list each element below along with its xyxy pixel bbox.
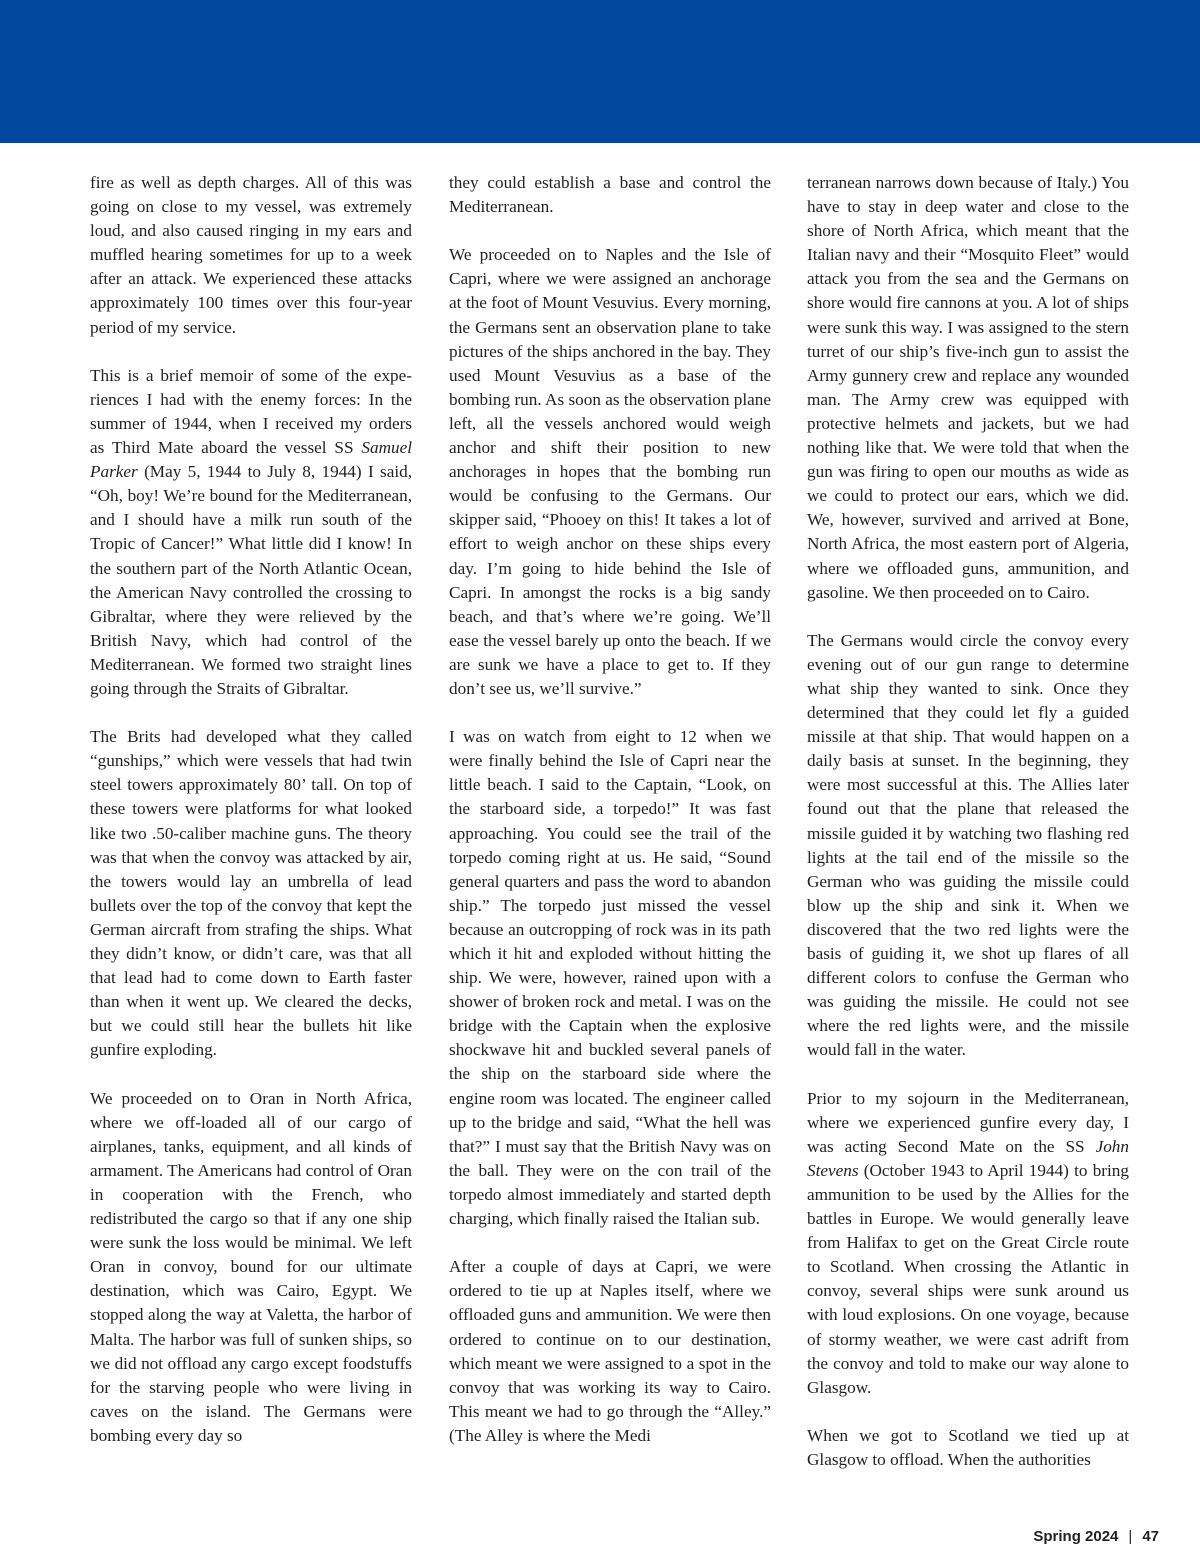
top-banner [0,0,1200,143]
paragraph: fire as well as depth charges. All of this was going on close to my vessel, was extremely loud, and also caused ringing in my ears and muffled hearing sometimes for up to a week after an attack. We experienced these attacks approximately 100 times over this four-year period of my service. [90,173,412,337]
paragraph: This is a brief memoir of some of the experiences I had with the enemy forces: In the summer of 1944, when I received my orders as Third Mate aboard the vessel SS Samuel Parker (May 5, 1944 to July 8, 1944) I said, “Oh, boy! We’re bound for the Mediterranean, and I should have a milk run south of the Tropic of Cancer!” What little did I know! In the southern part of the North Atlantic Ocean, the American Navy controlled the crossing to Gibraltar, where they were relieved by the British Navy, which had control of the Mediterranean. We formed two straight lines going through the Straits of Gibraltar. [90,365,412,698]
paragraph: Prior to my sojourn in the Mediterranean, where we experienced gunfire every day, I was acting Second Mate on the SS John Stevens (October 1943 to April 1944) to bring ammunition to be used by the Allies for the battles in Europe. We would generally leave from Halifax to get on the Great Circle route to Scotland. When crossing the Atlantic in convoy, several ships were sunk around us with loud explosions. On one voyage, because of stormy weather, we were cast adrift from the convoy and told to make our way alone to Glasgow. [807,1088,1129,1397]
article-column-2 [449,171,771,1472]
page-footer [1033,1528,1159,1545]
paragraph: We proceeded on to Oran in North Africa, where we off-loaded all of our cargo of airplanes, tanks, equipment, and all kinds of armament. The Americans had control of Oran in cooperation with the French, who redistributed the cargo so that if any one ship were sunk the loss would be minimal. We left Oran in convoy, bound for our ultimate destination, which was Cairo, Egypt. We stopped along the way at Valetta, the harbor of Malta. The harbor was full of sunken ships, so we did not offload any cargo except foodstuffs for the starving people who were living in caves on the island. The Germans were bombing every day so [90,1088,412,1445]
paragraph: After a couple of days at Capri, we were ordered to tie up at Naples itself, where we offloaded guns and ammunition. We were then ordered to continue on to our destination, which meant we were assigned to a spot in the convoy that was working its way to Cairo. This meant we had to go through the “Alley.” (The Alley is where the Medi [449,1257,771,1445]
page-number: 47 [1142,1528,1159,1545]
paragraph: The Germans would circle the convoy every evening out of our gun range to determine what ship they wanted to sink. Once they determined that they could let fly a guided missile at that ship. That would happen on a daily basis at sunset. In the beginning, they were most successful at this. The Allies later found out that the plane that released the missile guided it by watching two flashing red lights at the tail end of the missile so the German who was guiding the missile could blow up the ship and sink it. When we discovered that the two red lights were the basis of guiding it, we shot up flares of all different colors to confuse the German who was guiding the missile. He could not see where the red lights were, and the missile would fall in the water. [807,630,1129,1060]
article-column-1 [90,171,412,1472]
paragraph: When we got to Scotland we tied up at Glasgow to offload. When the authorities [807,1425,1129,1469]
paragraph: I was on watch from eight to 12 when we were finally behind the Isle of Capri near the little beach. I said to the Captain, “Look, on the starboard side, a torpedo!” It was fast approaching. You could see the trail of the torpedo coming right at us. He said, “Sound general quarters and pass the word to abandon ship.” The torpedo just missed the vessel because an outcropping of rock was in its path which it hit and exploded without hitting the ship. We were, however, rained upon with a shower of broken rock and metal. I was on the bridge with the Captain when the explosive shockwave hit and buckled several panels of the ship on the starboard side where the engine room was located. The engineer called up to the bridge and said, “What the hell was that?” I must say that the British Navy was on the ball. They were on the con trail of the torpedo almost immediately and started depth charging, which finally raised the Italian sub. [449,727,771,1229]
paragraph: We proceeded on to Naples and the Isle of Capri, where we were assigned an anchorage at the foot of Mount Vesuvius. Every morning, the Germans sent an observation plane to take pictures of the ships anchored in the bay. They used Mount Vesuvius as a base of the bombing run. As soon as the observation plane left, all the vessels anchored would weigh anchor and shift their position to new anchorages in hopes that the bombing run would be confusing to the Germans. Our skipper said, “Phooey on this! It takes a lot of effort to weigh anchor on these ships every day. I’m going to hide behind the Isle of Capri. In amongst the rocks is a big sandy beach, and that’s where we’re going. We’ll ease the vessel barely up onto the beach. If we are sunk we have a place to get to. If they don’t see us, we’ll survive.” [449,245,771,698]
issue-label: Spring 2024 [1033,1528,1119,1545]
footer-separator: | [1128,1528,1133,1545]
paragraph: they could establish a base and control the Mediterranean. [449,173,771,217]
article-column-3 [807,171,1129,1496]
paragraph: The Brits had developed what they called “gunships,” which were vessels that had twin steel towers approximately 80’ tall. On top of these towers were platforms for what looked like two .50-caliber machine guns. The theory was that when the convoy was attacked by air, the towers would lay an umbrella of lead bullets over the top of the convoy that kept the German aircraft from strafing the ships. What they didn’t know, or didn’t care, was that all that lead had to come down to Earth faster than when it went up. We cleared the decks, but we could still hear the bullets hit like gunfire exploding. [90,727,412,1060]
paragraph: terranean narrows down because of Italy.) You have to stay in deep water and close to the shore of North Africa, which meant that the Italian navy and their “Mosquito Fleet” would attack you from the sea and the Germans on shore would fire cannons at you. A lot of ships were sunk this way. I was assigned to the stern turret of our ship’s five-inch gun to assist the Army gunnery crew and replace any wounded man. The Army crew was equipped with protective helmets and jackets, but we had nothing like that. We were told that when the gun was firing to open our mouths as wide as we could to protect our ears, which we did. We, however, survived and arrived at Bone, North Africa, the most eastern port of Algeria, where we offloaded guns, ammunition, and gasoline. We then proceeded on to Cairo. [807,173,1129,602]
